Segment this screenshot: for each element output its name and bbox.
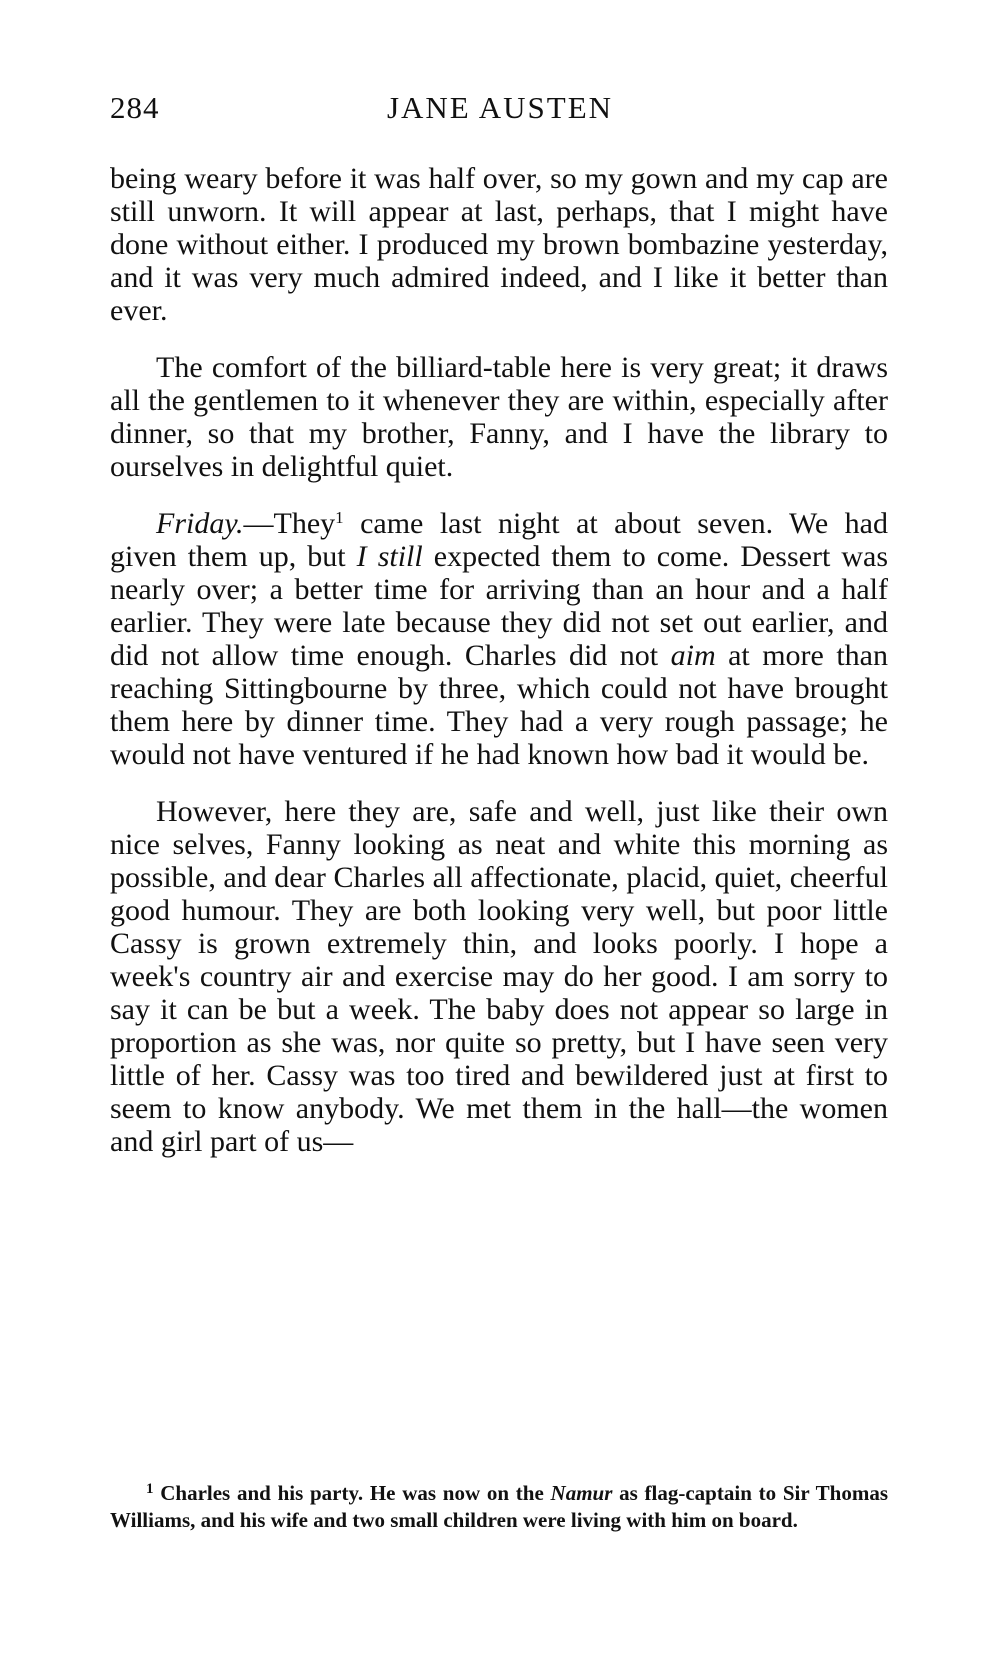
page-number: 284: [110, 90, 160, 125]
day-heading: Friday.: [156, 507, 244, 540]
paragraph-3-text-b: expected them to come. Dessert was nearly over; a better time for arriving than an hour and a half earlier. They were late because they did not set out earlier, and did not allow time enough. Charles did not: [110, 540, 888, 672]
paragraph-3: [110, 507, 888, 771]
paragraph-1: being weary before it was half over, so my gown and my cap are still unworn. It will appear at last, perhaps, that I might have done without either. I produced my brown bombazine yesterday, and it was very much admired indeed, and I like it better than ever.: [110, 162, 888, 327]
footnote-marker: 1: [146, 1481, 154, 1497]
running-head: JANE AUSTEN: [386, 90, 614, 125]
footnote-text-b: as flag-captain to Sir Thomas Williams, and his wife and two small children were living with him on board.: [110, 1481, 889, 1532]
footnote-text-a: Charles and his party. He was now on the: [153, 1481, 551, 1505]
footnote-reference: 1: [335, 508, 344, 527]
paragraph-3-text-a: came last night at about seven. We had given them up, but: [110, 507, 888, 573]
paragraph-3-text-c: at more than reaching Sittingbourne by three, which could not have brought them here by dinner time. They had a very rough passage; he would not have ventured if he had known how bad it would be.: [110, 639, 888, 771]
emphasis-i-still: I still: [356, 540, 423, 573]
page-header: [110, 90, 890, 150]
footnote: [110, 1480, 888, 1534]
paragraph-4: However, here they are, safe and well, just like their own nice selves, Fanny looking as neat and white this morning as possible, and dear Charles all affectionate, placid, quiet, cheerful good humour. They are both looking very well, but poor little Cassy is grown extremely thin, and looks poorly. I hope a week's country air and exercise may do her good. I am sorry to say it can be but a week. The baby does not appear so large in proportion as she was, nor quite so pretty, but I have seen very little of her. Cassy was too tired and bewildered just at first to seem to know anybody. We met them in the hall—the women and girl part of us—: [110, 795, 888, 1158]
paragraph-3-opening: —They: [243, 507, 336, 540]
body-text: [110, 162, 888, 1158]
footnote-ship-name: Namur: [550, 1481, 613, 1505]
emphasis-aim: aim: [670, 639, 716, 672]
paragraph-2: The comfort of the billiard-table here is very great; it draws all the gentlemen to it whenever they are within, especially after dinner, so that my brother, Fanny, and I have the library to ourselves in delightful quiet.: [110, 351, 888, 483]
